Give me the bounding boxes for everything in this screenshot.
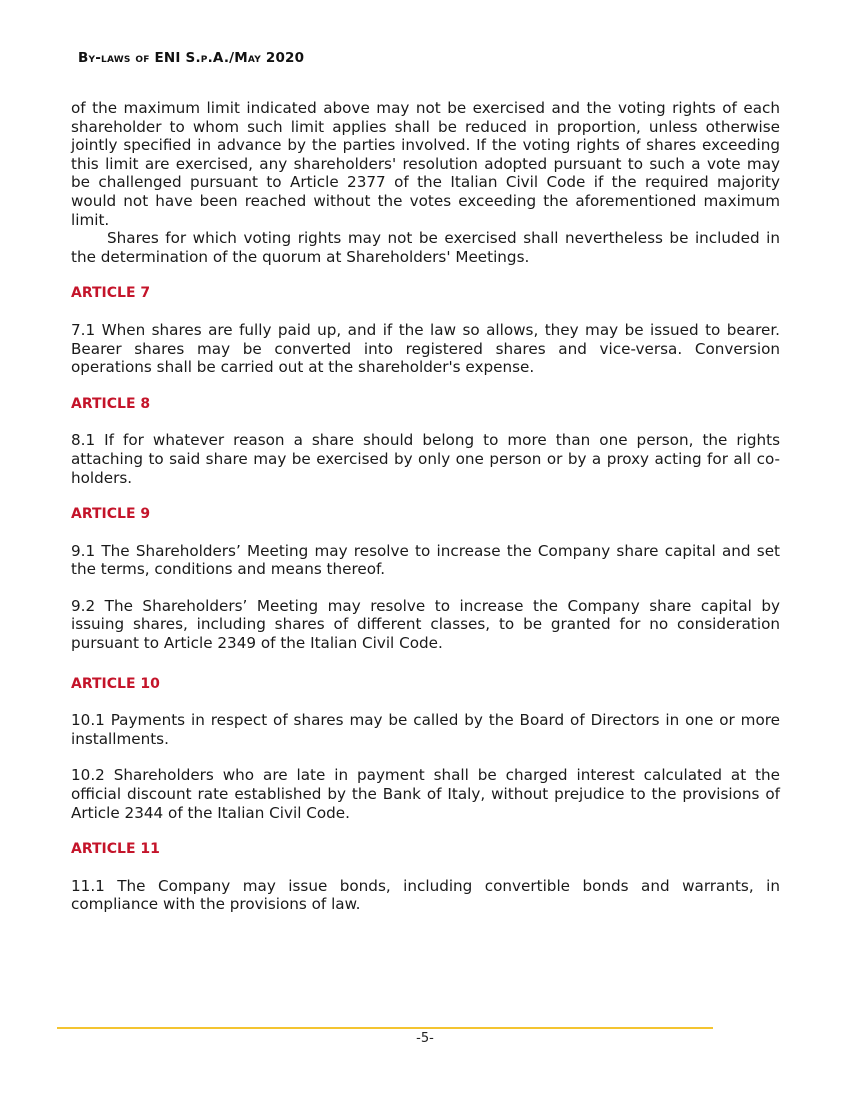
spacer	[71, 579, 780, 597]
document-body	[71, 99, 780, 914]
spacer	[71, 748, 780, 766]
clause-7-1: 7.1 When shares are fully paid up, and if the law so allows, they may be issued to bearer. Bearer shares may be converted into registered shares and vice-versa. Conversion operations shall be carried out at the shareholder's expense.	[71, 320, 780, 377]
clause-9-1: 9.1 The Shareholders’ Meeting may resolve to increase the Company share capital and set the terms, conditions and means thereof.	[71, 541, 780, 579]
article-11-heading: ARTICLE 11	[71, 841, 160, 858]
article-9-heading: ARTICLE 9	[71, 506, 151, 523]
spacer	[71, 653, 780, 675]
intro-paragraph: of the maximum limit indicated above may not be exercised and the voting rights of each shareholder to whom such limit applies shall be reduced in proportion, unless otherwise jointly specified in advance by the parties involved. If the voting rights of shares exceeding this limit are exercised, any shareholders' resolution adopted pursuant to such a vote may be challenged pursuant to Article 2377 of the Italian Civil Code if the required majority would not have been reached without the votes exceeding the aforementioned maximum limit.	[71, 99, 780, 229]
clause-10-2: 10.2 Shareholders who are late in payment shall be charged interest calculated at the official discount rate established by the Bank of Italy, without prejudice to the provisions of Article 2344 of the Italian Civil Code.	[71, 766, 780, 822]
quorum-paragraph: Shares for which voting rights may not be exercised shall nevertheless be included in the determination of the quorum at Shareholders' Meetings.	[71, 229, 780, 266]
footer-divider	[57, 1027, 713, 1029]
clause-8-1: 8.1 If for whatever reason a share should belong to more than one person, the rights attaching to said share may be exercised by only one person or by a proxy acting for all co-holders.	[71, 431, 780, 487]
article-8-heading: ARTICLE 8	[71, 395, 151, 412]
clause-11-1: 11.1 The Company may issue bonds, including convertible bonds and warrants, in compliance with the provisions of law.	[71, 876, 780, 914]
article-7-heading: ARTICLE 7	[71, 285, 151, 302]
page-number: -5-	[416, 1031, 434, 1046]
document-header: By-laws of ENI S.p.A./May 2020	[78, 50, 305, 66]
clause-9-2: 9.2 The Shareholders’ Meeting may resolve to increase the Company share capital by issuing shares, including shares of different classes, to be granted for no consideration pursuant to Article 2349 of the Italian Civil Code.	[71, 596, 780, 653]
clause-10-1: 10.1 Payments in respect of shares may be called by the Board of Directors in one or more installments.	[71, 711, 780, 748]
article-10-heading: ARTICLE 10	[71, 675, 160, 692]
